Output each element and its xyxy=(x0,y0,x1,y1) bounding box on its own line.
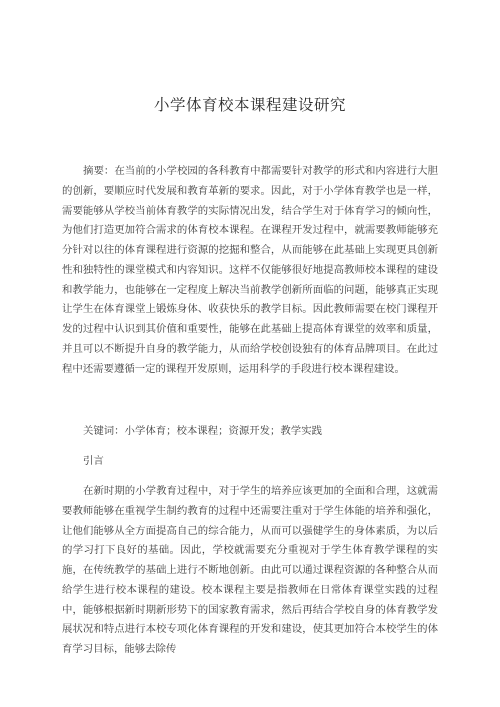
document-title: 小学体育校本课程建设研究 xyxy=(153,96,346,114)
body-paragraph: 在新时期的小学教育过程中，对于学生的培养应该更加的全面和合理，这就需要教师能够在重视学生制约教育的过程中还需要注重对于学生体能的培养和强化，让他们能够从全方面提高自己的综合能力，从而可以强健学生的身体素质，为以后的学习打下良好的基础。因此，学校就需要充分重视对于学生体育教学课程的实施，在传统教学的基础上进行不断地创新。由此可以通过课程资源的各种整合从而给学生进行校本课程的建设。校本课程主要是指教师在日常体育课堂实践的过程中，能够根据新时期新形势下的国家教育需求，然后再结合学校自身的体育教学发展状况和特点进行本校专项化体育课程的开发和建设，使其更加符合本校学生的体育学习目标，能够去除传 xyxy=(62,485,438,655)
keywords-line: 关键词：小学体育；校本课程；资源开发；教学实践 xyxy=(83,425,322,437)
abstract-paragraph: 摘要：在当前的小学校园的各科教育中都需要针对教学的形式和内容进行大胆的创新，要顺应时代发展和教育革新的要求。因此，对于小学体育教学也是一样，需要能够从学校当前体育教学的实际情况出发，结合学生对于体育学习的倾向性，为他们打造更加符合需求的体育校本课程。在课程开发过程中，就需要教师能够充分针对以往的体育课程进行资源的挖掘和整合，从而能够在此基础上实现更具创新性和独特性的课堂模式和内容知识。这样不仅能够很好地提高教师校本课程的建设和教学能力，也能够在一定程度上解决当前教学创新所面临的问题，能够真正实现让学生在体育课堂上锻炼身体、收获快乐的教学目标。因此教师需要在校门课程开发的过程中认识到其价值和重要性，能够在此基础上提高体育课堂的效率和质量，并且可以不断提升自身的教学能力，从而给学校创设独有的体育品牌项目。在此过程中还需要遵循一定的课程开发原则，运用科学的手段进行校本课程建设。 xyxy=(62,165,438,375)
intro-heading: 引言 xyxy=(83,455,104,467)
